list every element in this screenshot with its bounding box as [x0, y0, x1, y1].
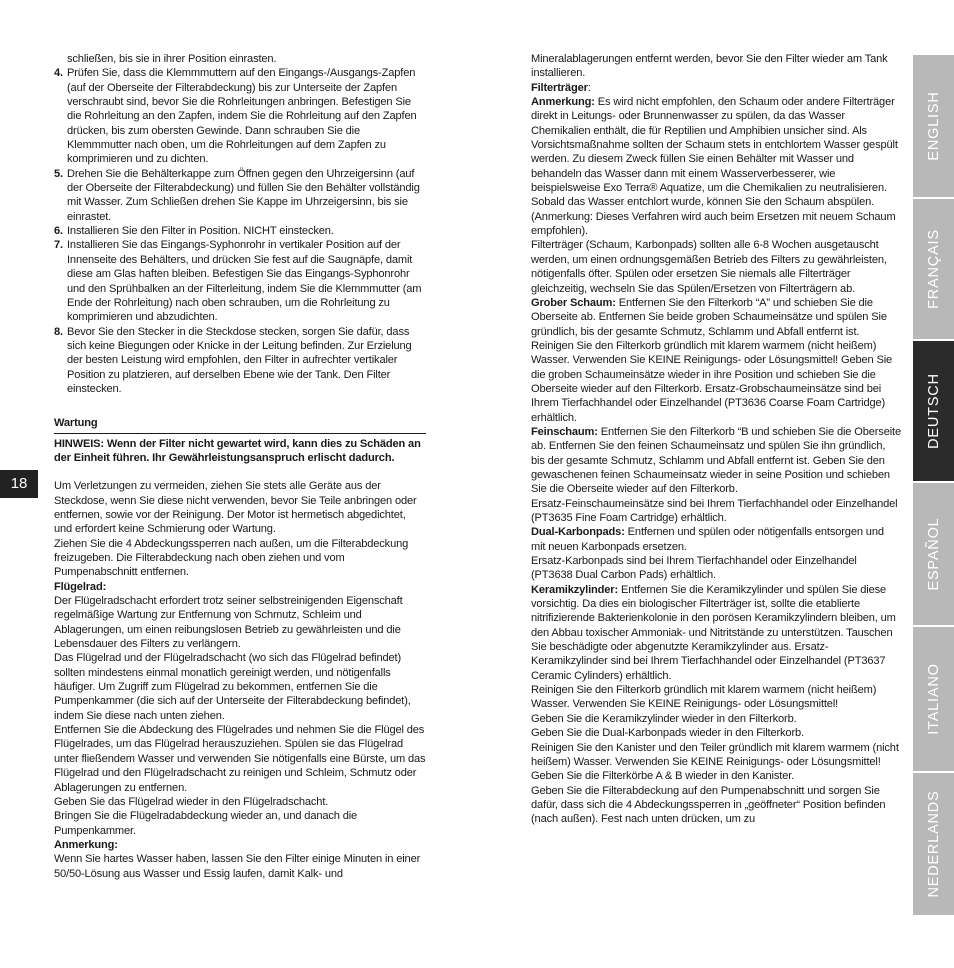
language-tabs — [913, 55, 954, 915]
inline-text: Entfernen Sie die Keramikzylinder und spülen Sie diese vorsichtig. Da dies ein biologischer Filterträger ist, sollte die etablierte nitrifizierende Bakterienkolonie in den porösen Keramikzylindern bleiben, um den Abbau toxischer Ammoniak- und Nitritstände zu unterstützen. Tauschen Sie beschädigte oder abgenutzte Keramikzylinder aus. Ersatz-Keramikzylinder sind bei Ihrem Tierfachhandel oder Einzelhandel (PT3637 Ceramic Cylinders) erhältlich. — [531, 583, 896, 682]
step-8 — [54, 325, 426, 397]
step-7 — [54, 238, 426, 324]
paragraph: Ersatz-Karbonpads sind bei Ihrem Tierfachhandel oder Einzelhandel (PT3638 Dual Carbon Pads) erhältlich. — [531, 555, 857, 582]
paragraph: Geben Sie das Flügelrad wieder in den Flügelradschacht. — [54, 795, 329, 808]
paragraph: Wenn Sie hartes Wasser haben, lassen Sie den Filter einige Minuten in einer 50/50-Lösung aus Wasser und Essig laufen, damit Kalk- und — [54, 853, 421, 880]
inline-label: Feinschaum: — [531, 425, 598, 438]
subheading-fluegelrad: Flügelrad: — [54, 580, 107, 593]
paragraph — [531, 583, 901, 683]
paragraph: Mineralablagerungen entfernt werden, bevor Sie den Filter wieder am Tank installieren. — [531, 53, 888, 80]
tab-label: NEDERLANDS — [925, 790, 942, 898]
step-number: 8. — [54, 325, 63, 338]
inline-text: Entfernen und spülen oder nötigenfalls entsorgen und mit neuen Karbonpads ersetzen. — [531, 526, 884, 553]
paragraph: Filterträger (Schaum, Karbonpads) sollten alle 6-8 Wochen ausgetauscht werden, um einen ordnungsgemäßen Betrieb des Filters zu gewährleisten, nötigenfalls öfter. Spülen oder ersetzen Sie niemals alle Filterträger gleichzeitig, wechseln Sie das Spülen/Ersetzen von Filterträgern ab. — [531, 239, 887, 295]
inline-label: Keramikzylinder: — [531, 583, 619, 596]
paragraph: Bringen Sie die Flügelradabdeckung wieder an, und danach die Pumpenkammer. — [54, 810, 358, 837]
step-number: 6. — [54, 225, 63, 238]
inline-label: Anmerkung: — [531, 96, 595, 109]
subheading-anmerkung: Anmerkung: — [54, 838, 118, 851]
inline-text: Entfernen Sie den Filterkorb “A” und schieben Sie die Oberseite ab. Entfernen Sie beide groben Schaumeinsätze und spülen Sie gründlich, bis der gesamte Schmutz, Schlamm und Abfall entfernt ist. Reinigen Sie den Filterkorb gründlich mit klarem warmem (nicht heißem) Wasser. Verwenden Sie KEINE Reinigungs- oder Lösungsmittel! Geben Sie die groben Schaumeinsätze wieder in ihre Position und schieben Sie die Oberseite wieder auf den Filterkorb. Ersatz-Grobschaumeinsätze sind bei Ihrem Tierfachhandel oder Einzelhandel (PT3636 Coarse Foam Cartridge) erhältlich. — [531, 296, 893, 424]
step-text: Installieren Sie das Eingangs-Syphonrohr in vertikaler Position auf der Innenseite des Behälters, und drücken Sie fest auf die Saugnäpfe, damit diese am Glas haften bleiben. Befestigen Sie das Eingangs-Syphonrohr und den Sprühbalken an der Filterleitung, indem Sie die Klemmmutter (am Ende der Rohrleitung) nach oben schrauben, um die Rohrleitung zu komprimieren und abzudichten. — [67, 239, 422, 324]
tab-label: DEUTSCH — [925, 373, 942, 449]
right-column — [531, 52, 901, 827]
subheading-filtertraeger — [531, 81, 901, 95]
tab-francais[interactable] — [913, 199, 954, 339]
paragraph: Geben Sie die Keramikzylinder wieder in den Filterkorb. — [531, 712, 797, 725]
tab-label: ESPAÑOL — [925, 517, 942, 591]
tab-italiano[interactable] — [913, 627, 954, 771]
paragraph — [531, 525, 901, 554]
paragraph: Geben Sie die Filterkörbe A & B wieder in den Kanister. — [531, 770, 795, 783]
page-number: 18 — [0, 470, 38, 498]
subheading-label: Filterträger — [531, 81, 588, 94]
paragraph — [531, 296, 901, 425]
paragraph: Das Flügelrad und der Flügelradschacht (wo sich das Flügelrad befindet) sollten mindestens einmal monatlich gereinigt werden, und nötigenfalls häufiger. Um Zugriff zum Flügelrad zu bekommen, entfernen Sie die Pumpenkammer (die sich auf der Unterseite der Filterabdeckung befindet), indem Sie diese nach unten ziehen. — [54, 652, 411, 722]
tab-deutsch[interactable] — [913, 341, 954, 481]
paragraph: Ziehen Sie die 4 Abdeckungssperren nach außen, um die Filterabdeckung freizugeben. Die Filterabdeckung nach oben ziehen und vom Pumpenabschnitt entfernen. — [54, 537, 409, 579]
paragraph — [531, 425, 901, 497]
tab-label: ENGLISH — [925, 91, 942, 161]
tab-label: ITALIANO — [925, 663, 942, 735]
paragraph — [531, 95, 901, 238]
inline-label: Grober Schaum: — [531, 296, 616, 309]
section-title-wartung: Wartung — [54, 417, 98, 430]
step-text: Drehen Sie die Behälterkappe zum Öffnen gegen den Uhrzeigersinn (auf der Oberseite der Filterabdeckung) und füllen Sie den Behälter vollständig mit Wasser. Zum Schließen drehen Sie Kappe im Uhrzeigersinn, bis sie einrastet. — [67, 167, 420, 223]
paragraph: Reinigen Sie den Kanister und den Teiler gründlich mit klarem warmem (nicht heißem) Wasser. Verwenden Sie KEINE Reinigungs- oder Lösungsmittel! — [531, 741, 899, 768]
step-5 — [54, 167, 426, 224]
step-text: Installieren Sie den Filter in Position. NICHT einstecken. — [67, 225, 334, 238]
inline-label: Dual-Karbonpads: — [531, 526, 625, 539]
paragraph: Geben Sie die Filterabdeckung auf den Pumpenabschnitt und sorgen Sie dafür, dass sich die 4 Abdeckungssperren in „geöffneter“ Position befinden (nach außen). Fest nach unten drücken, um zu — [531, 784, 886, 826]
paragraph: Ersatz-Feinschaumeinsätze sind bei Ihrem Tierfachhandel oder Einzelhandel (PT3635 Fine Foam Cartridge) erhältlich. — [531, 497, 898, 524]
section-divider — [54, 433, 426, 434]
paragraph: Entfernen Sie die Abdeckung des Flügelrades und nehmen Sie die Flügel des Flügelrades, um das Flügelrad herauszuziehen. Spülen sie das Flügelrad unter fließendem Wasser und verwenden Sie nötigenfalls eine Bürste, um das Flügelrad und den Flügelradschacht zu reinigen und Schleim, Schmutz oder Ablagerungen zu entfernen. — [54, 724, 426, 794]
paragraph: Der Flügelradschacht erfordert trotz seiner selbstreinigenden Eigenschaft regelmäßige Wartung zur Entfernung von Schmutz, Schleim und Ablagerungen, um einen reibungslosen Betrieb zu gewährleisten und die Lebensdauer des Filters zu verlängern. — [54, 595, 403, 651]
tab-label: FRANÇAIS — [925, 229, 942, 309]
step-4 — [54, 66, 426, 166]
step-text: Bevor Sie den Stecker in die Steckdose stecken, sorgen Sie dafür, dass sich keine Biegungen oder Knicke in der Leitung befinden. Zur Erzielung der besten Leistung wird empfohlen, den Filter in aufrechter vertikaler Position zu platzieren, auf derselben Ebene wie der Tank. Den Filter einstecken. — [67, 325, 412, 395]
left-column — [54, 52, 426, 881]
paragraph: Um Verletzungen zu vermeiden, ziehen Sie stets alle Geräte aus der Steckdose, wenn Sie diese nicht verwenden, bevor Sie Teile anbringen oder entfernen, sowie vor der Reinigung. Der Motor ist hermetisch abgedichtet, und erfordert keine Schmierung oder Wartung. — [54, 480, 417, 536]
step-number: 5. — [54, 167, 63, 180]
inline-text: Es wird nicht empfohlen, den Schaum oder andere Filterträger direkt in Leitungs- oder Brunnenwasser zu spülen, da das Wasser Chemikalien enthält, die für Reptilien und Amphibien unsicher sind. Als Vorsichtsmaßnahme sollten der Schaum stets in entchlortem Wasser gespült werden. Zu diesem Zweck füllen Sie einen Behälter mit Wasser und behandeln das Wasser dann mit einem Wasserverbesserer, wie beispielsweise Exo Terra® Aquatize, um die Chemikalien zu neutralisieren. Sobald das Wasser entchlort wurde, können Sie den Schaum abspülen. (Anmerkung: Dieses Verfahren wird auch beim Ersetzen mit neuem Schaum empfohlen). — [531, 96, 898, 238]
subheading-colon: : — [587, 81, 591, 94]
step-text: Prüfen Sie, dass die Klemmmuttern auf den Eingangs-/Ausgangs-Zapfen (auf der Oberseite der Filterabdeckung) bis zur Unterseite der Zapfen verschraubt sind, bevor Sie die Rohrleitungen anbringen. Befestigen Sie die Rohrleitung an den Zapfen, indem Sie die Rohrleitung auf den Zapfen drücken, bis zum obersten Gewinde. Dann schrauben Sie die Klemmmutter nach oben, um die Rohrleitungen auf dem Zapfen zu komprimieren und zu dichten. — [67, 67, 417, 166]
warning-notice: HINWEIS: Wenn der Filter nicht gewartet wird, kann dies zu Schäden an der Einheit führen. Ihr Gewährleistungsanspruch erlischt dadurch. — [54, 437, 421, 464]
step-continuation: schließen, bis sie in ihrer Position einrasten. — [67, 53, 277, 65]
tab-espanol[interactable] — [913, 483, 954, 625]
tab-nederlands[interactable] — [913, 773, 954, 915]
paragraph: Reinigen Sie den Filterkorb gründlich mit klarem warmem (nicht heißem) Wasser. Verwenden Sie KEINE Reinigungs- oder Lösungsmittel! — [531, 684, 877, 711]
inline-text: Entfernen Sie den Filterkorb “B und schieben Sie die Oberseite ab. Entfernen Sie den feinen Schaumeinsatz und spülen Sie ihn gründlich, bis der gesamte Schmutz, Schlamm und Abfall entfernt ist. Geben Sie den gewaschenen feinen Schaumeinsatz wieder in seine Position und schieben Sie die Oberseite wieder auf den Filterkorb. — [531, 425, 901, 496]
step-number: 4. — [54, 67, 63, 80]
tab-english[interactable] — [913, 55, 954, 197]
step-number: 7. — [54, 239, 63, 252]
paragraph: Geben Sie die Dual-Karbonpads wieder in den Filterkorb. — [531, 727, 804, 740]
step-6 — [54, 224, 426, 238]
